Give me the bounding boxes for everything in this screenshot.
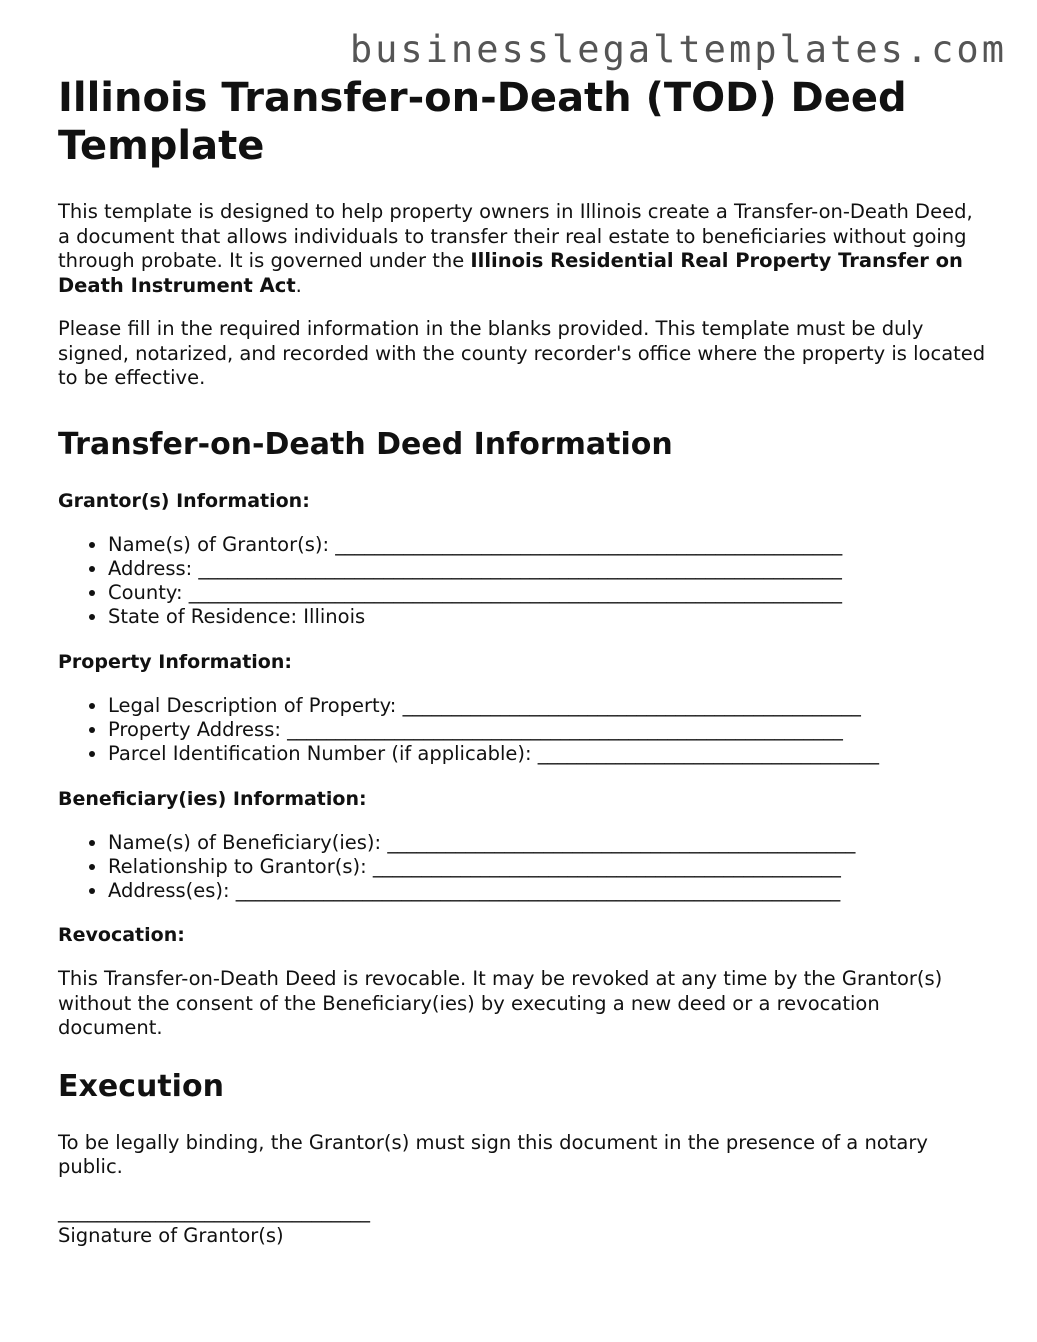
property-legal-description-field: • Legal Description of Property: _______________________________________________ <box>108 694 988 718</box>
watermark: businesslegaltemplates.com <box>349 28 1007 71</box>
beneficiary-heading: Beneficiary(ies) Information: <box>58 787 367 810</box>
property-list <box>58 694 988 767</box>
section-heading-deed-information: Transfer-on-Death Deed Information <box>58 426 673 462</box>
grantor-name-field: • Name(s) of Grantor(s): ____________________________________________________ <box>108 533 988 557</box>
instructions-paragraph: Please fill in the required information in the blanks provided. This template must be duly signed, notarized, and recorded with the county recorder's office where the property is located to be effective. <box>58 317 986 389</box>
page-title: Illinois Transfer-on-Death (TOD) Deed Template <box>58 75 907 169</box>
grantor-heading: Grantor(s) Information: <box>58 489 310 512</box>
property-address-field: • Property Address: _________________________________________________________ <box>108 718 988 742</box>
revocation-paragraph: This Transfer-on-Death Deed is revocable. It may be revoked at any time by the Grantor(s) without the consent of the Beneficiary(ies) by executing a new deed or a revocation document. <box>58 967 943 1040</box>
beneficiary-relationship-field: • Relationship to Grantor(s): ________________________________________________ <box>108 855 988 879</box>
grantor-address-field: • Address: __________________________________________________________________ <box>108 557 988 581</box>
signature-block <box>58 1200 988 1248</box>
intro-paragraph <box>58 200 988 298</box>
signature-label: Signature of Grantor(s) <box>58 1223 284 1247</box>
intro-text: This template is designed to help property owners in Illinois create a Transfer-on-Death Deed, a document that allows individuals to transfer their real estate to beneficiaries without going through probate. It is governed under the <box>58 200 973 272</box>
intro-text-end: . <box>295 273 302 297</box>
property-heading: Property Information: <box>58 650 292 673</box>
grantor-county-field: • County: ___________________________________________________________________ <box>108 581 988 605</box>
beneficiary-address-field: • Address(es): ______________________________________________________________ <box>108 879 988 903</box>
parcel-id-field: • Parcel Identification Number (if applicable): ___________________________________ <box>108 742 988 766</box>
grantor-list <box>58 533 988 630</box>
document-body <box>58 74 988 1248</box>
revocation-heading: Revocation: <box>58 924 185 947</box>
act-name: Illinois Residential Real Property Transfer on Death Instrument Act <box>58 249 963 297</box>
grantor-state-field: • State of Residence: Illinois <box>108 605 988 629</box>
execution-paragraph: To be legally binding, the Grantor(s) must sign this document in the presence of a notary public. <box>58 1130 928 1179</box>
beneficiary-name-field: • Name(s) of Beneficiary(ies): ________________________________________________ <box>108 831 988 855</box>
signature-line: ________________________________ <box>58 1199 370 1223</box>
beneficiary-list <box>58 831 988 904</box>
execution-heading: Execution <box>58 1068 224 1104</box>
